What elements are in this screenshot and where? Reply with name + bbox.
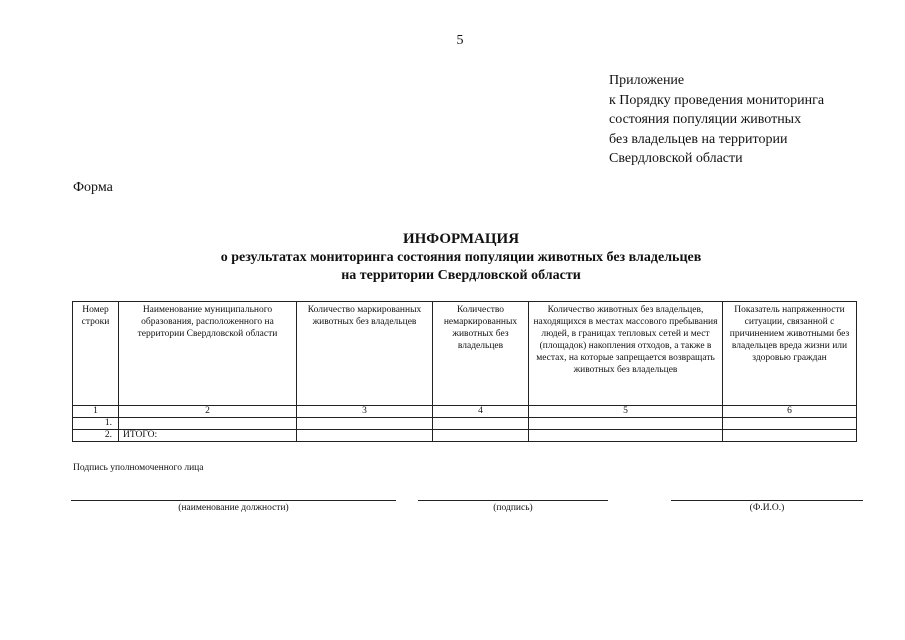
column-number: 5: [529, 406, 723, 418]
header-tension-indicator: Показатель напряженности ситуации, связанной с причинением животными без владельцев вреда жизни или здоровью граждан: [723, 302, 857, 406]
column-number: 4: [433, 406, 529, 418]
form-label: Форма: [73, 180, 113, 195]
header-unmarked-animals: Количество немаркированных животных без владельцев: [433, 302, 529, 406]
title-line-2: о результатах мониторинга состояния популяции животных без владельцев: [220, 250, 702, 265]
column-number: 2: [119, 406, 297, 418]
title-line-3: на территории Свердловской области: [341, 268, 581, 283]
appendix-line: к Порядку проведения мониторинга: [609, 92, 825, 108]
empty-cell: [723, 418, 857, 430]
empty-cell: [433, 418, 529, 430]
appendix-line: без владельцев на территории: [609, 131, 788, 147]
row-number: 1.: [73, 418, 119, 430]
header-row-number: Номер строки: [73, 302, 119, 406]
header-marked-animals: Количество маркированных животных без владельцев: [297, 302, 433, 406]
header-municipality: Наименование муниципального образования, расположенного на территории Свердловской области: [119, 302, 297, 406]
document-title: [0, 230, 905, 285]
empty-cell: [297, 430, 433, 442]
table-row: [73, 430, 857, 442]
row-total-label: ИТОГО:: [119, 430, 297, 442]
appendix-line: Приложение: [609, 73, 685, 88]
signature-caption: Подпись уполномоченного лица: [73, 463, 204, 473]
empty-cell: [433, 430, 529, 442]
column-numbers-row: [73, 406, 857, 418]
column-number: 1: [73, 406, 119, 418]
header-animals-in-public-places: Количество животных без владельцев, находящихся в местах массового пребывания людей, в границах тепловых сетей и мест (площадок) накопления отходов, а также в местах, на которые запрещается возвращать животных без владельцев: [529, 302, 723, 406]
column-number: 3: [297, 406, 433, 418]
signature-line: [418, 500, 608, 501]
page-number: 5: [456, 33, 464, 48]
empty-cell: [723, 430, 857, 442]
table-header-row: [73, 302, 857, 406]
position-line: [71, 500, 396, 501]
monitoring-table: [72, 301, 857, 442]
column-number: 6: [723, 406, 857, 418]
empty-cell: [297, 418, 433, 430]
empty-cell: [529, 430, 723, 442]
row-number: 2.: [73, 430, 119, 442]
title-line-1: ИНФОРМАЦИЯ: [402, 231, 520, 247]
table-row: [73, 418, 857, 430]
row-municipality-cell: [119, 418, 297, 430]
appendix-block: [609, 71, 824, 169]
appendix-line: состояния популяции животных: [609, 112, 802, 127]
name-label: (Ф.И.О.): [749, 503, 785, 513]
appendix-line: Свердловской области: [609, 151, 743, 166]
empty-cell: [529, 418, 723, 430]
signature-label: (подпись): [493, 503, 533, 513]
position-label: (наименование должности): [178, 503, 289, 513]
name-line: [671, 500, 863, 501]
